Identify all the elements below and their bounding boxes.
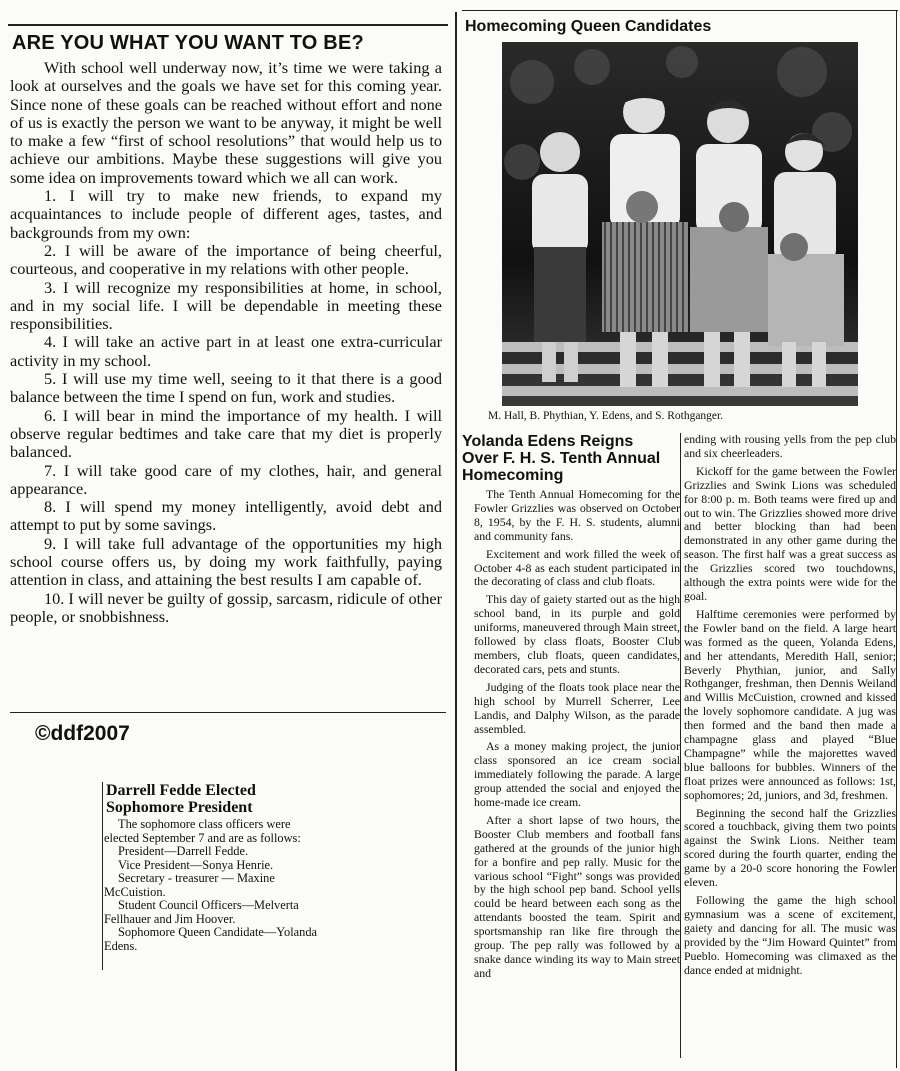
sophomore-text: The sophomore class officers were elected September 7 and are as follows: xyxy=(104,817,301,845)
article-paragraph: This day of gaiety started out as the high school band, in its purple and gold uniforms, maneuvered through Main street, followed by class floats, Booster Club members, club floats, queen candidates, decorated cars, pets and stunts. xyxy=(474,592,680,676)
sophomore-text: Vice President—Sonya Henrie. xyxy=(118,857,274,872)
copyright-watermark: ©ddf2007 xyxy=(35,722,130,745)
queen-candidates-photo xyxy=(502,42,858,406)
article-paragraph: Judging of the floats took place near the high school by Murrell Scherrer, Lee Landis, and Dalphy Wilson, as the parade assembled. xyxy=(474,679,680,736)
sophomore-article xyxy=(104,782,326,953)
sophomore-headline-line2: Sophomore President xyxy=(106,799,253,816)
article-paragraph: Excitement and work filled the week of October 4-8 as each student participated in the decorating of class and club floats. xyxy=(474,546,680,589)
resolution-item: 2. I will be aware of the importance of being cheerful, courteous, and cooperative in my relations with other people. xyxy=(10,240,442,279)
article-paragraph: As a money making project, the junior class sponsored an ice cream social immediately following the parade. A large group attended the social and enjoyed the home-made ice cream. xyxy=(474,739,680,810)
article-paragraph: Following the game the high school gymnasium was a scene of excitement, gaiety and dancing for all. The music was provided by the “Jim Howard Quintet” from Pueblo. Homecoming was climaxed as the dance ended at midnight. xyxy=(684,893,896,977)
resolution-item: 9. I will take full advantage of the opportunities my high school course offers us, by doing my work faithfully, paying attention in class, and attaining the best results I am capable of. xyxy=(10,533,442,590)
photo-heading: Homecoming Queen Candidates xyxy=(465,18,712,35)
resolution-item: 8. I will spend my money intelligently, avoid debt and attempt to put by some savings. xyxy=(10,497,442,535)
resolution-item: 4. I will take an active part in at least one extra-curricular activity in my school. xyxy=(10,332,442,370)
resolution-item: 3. I will recognize my responsibilities at home, in school, and in my social life. I will be dependable in meeting these responsibilities. xyxy=(10,277,442,334)
article-paragraph: The Tenth Annual Homecoming for the Fowler Grizzlies was observed on October 8, 1954, by the F. H. S. students, alumni and community fans. xyxy=(474,487,680,543)
editorial xyxy=(10,32,442,626)
photo-caption: M. Hall, B. Phythian, Y. Edens, and S. Rothganger. xyxy=(488,410,724,422)
editorial-headline: ARE YOU WHAT YOU WANT TO BE? xyxy=(12,32,364,54)
column-divider xyxy=(455,12,457,1071)
resolution-item: 5. I will use my time well, seeing to it that there is a good balance between the time I spend on fun, work and studies. xyxy=(10,369,442,407)
article-column-rule xyxy=(680,433,681,1058)
top-rule-left xyxy=(8,24,448,26)
article-paragraph: ending with rousing yells from the pep club and six cheerleaders. xyxy=(684,432,896,460)
top-rule-right xyxy=(462,10,898,11)
sophomore-text: Sophomore Queen Candidate—Yolanda Edens. xyxy=(104,925,318,953)
resolution-item: 6. I will bear in mind the importance of my health. I will observe regular bedtimes and take care that my diet is properly balanced. xyxy=(10,405,442,462)
article-column-2 xyxy=(684,433,896,981)
resolution-item: 7. I will take good care of my clothes, hair, and general appearance. xyxy=(10,460,442,498)
article-paragraph: After a short lapse of two hours, the Booster Club members and football fans gathered at the grounds of the junior high for a bonfire and pep rally. Music for the various school “Fight” songs was provided by the high school pep band. School yells could be heard between each song as the attendants boosted the team. Spirit and sportsmanship ran like fire through the group. The pep rally was followed by a snake dance winding its way to Main street and xyxy=(474,812,680,980)
resolution-item: 1. I will try to make new friends, to expand my acquaintances to include people of different ages, tastes, and backgrounds from my own: xyxy=(10,186,442,242)
sophomore-text: Secretary - treasurer — Maxine McCuistion. xyxy=(104,871,275,899)
sophomore-text: Student Council Officers—Melverta Fellhauer and Jim Hoover. xyxy=(104,898,299,926)
photo-illustration xyxy=(502,42,858,406)
article-column-1 xyxy=(474,488,680,985)
right-edge-rule xyxy=(896,10,897,1068)
editorial-bottom-rule xyxy=(10,712,446,713)
sophomore-box-left-rule xyxy=(102,782,103,970)
article-paragraph: Kickoff for the game between the Fowler Grizzlies and Swink Lions was scheduled for 8:00 p. m. Both teams were fired up and out to win. The Grizzlies showed more drive and better blocking than had been demonstrated in any other game during the season. The first half was a great success as the Grizzlies scored two touchdowns, although the extra points were wide for the goal. xyxy=(684,463,896,603)
sophomore-headline-line1: Darrell Fedde Elected xyxy=(106,782,256,799)
article-headline: Yolanda Edens Reigns Over F. H. S. Tenth Annual Homecoming xyxy=(462,433,661,484)
article-paragraph: Beginning the second half the Grizzlies scored a touchback, giving them two points against the Swink Lions. Neither team scored during the fourth quarter, ending the game by a 20-0 score honoring the Fowler eleven. xyxy=(684,805,896,890)
editorial-intro: With school well underway now, it’s time we were taking a look at ourselves and the goals we have set for this coming year. Since none of these goals can be reached without effort and none of us is exactly the person we want to be anyway, it might be well to make a few “first of school resolutions” that would help us to achieve our ambitions. Maybe these suggestions will give you some idea on improvements toward which we all can work. xyxy=(10,58,442,187)
resolution-item: 10. I will never be guilty of gossip, sarcasm, ridicule of other people, or snobbishness. xyxy=(10,588,442,626)
sophomore-headline xyxy=(106,782,326,816)
sophomore-text: President—Darrell Fedde. xyxy=(118,844,249,858)
article-paragraph: Halftime ceremonies were performed by the Fowler band on the field. A large heart was formed as the queen, Yolanda Edens, and her attendants, Meredith Hall, senior; Beverly Phythian, junior, and Sally Rothganger, freshman, then Dennis Weiland and Willis McCuistion, crowned and kissed the lovely sophomore candidate. A jug was then formed and the band then made a champagne glass and played “Blue Champagne” while the majorettes waved blue balloons for bubbles. Winners of the float prizes were announced as follows: 1st, sophomores; 2d, juniors, and 3d, freshmen. xyxy=(684,606,896,802)
